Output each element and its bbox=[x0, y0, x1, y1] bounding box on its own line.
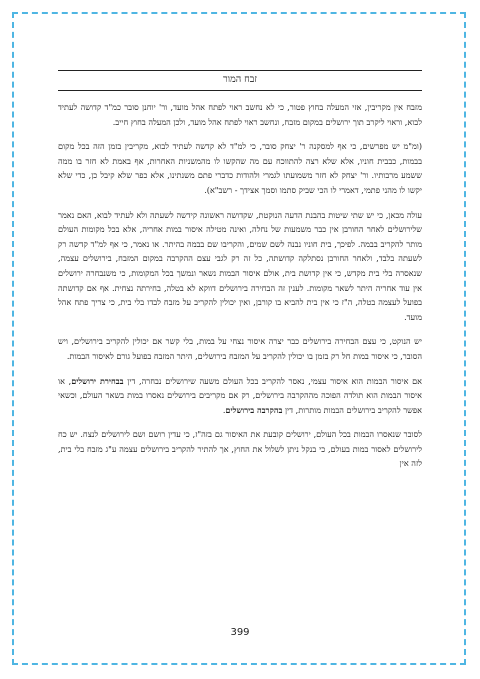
paragraph: (ומ"מ יש מפרשים, כי אף למסקנה ר' יצחק סובר, כי למ"ד לא קדשה לעתיד לבוא, מקריבין בזמן הזה בכל מקום בבמות, כבבית חוניו, אלא שלא רצה להתווכח עם מה שהקשו לו מהמשניות האחרות, אף באמת לא חזר בו ממה ששמע מרבותיו. ור' יצחק לא חזר משמועתו לגמרי ולהודות כדברי פתם משנתינו, אלא כפר שלא קיבל כן, כדי שלא יקשו לו מהני פתמי, דאמרי לו הכי שביק סתמו וסמך אצידך - רשב"א). bbox=[58, 141, 422, 195]
paragraph: לסובר שנאסרו הבמות בכל העולם, ירושלים קובעת את האיסור גם בזה"ז, כי עדין רושם ושם לירושלים לנצח. יש כח לירושלים לאסור במות בעולם, כי בנקל ניתן לשלול את החוץ, אך להתיר להקריב בירושלים עצמה ע"ג מזבח בלי בית, לזה אין bbox=[58, 429, 422, 469]
running-header-title: זבח המור bbox=[222, 74, 258, 85]
paragraph: יש הנוקט, כי עצם הבחירה בירושלים כבר יצרה איסור נצחי על במות, בלי קשר אם יכולין להקריב בירושלים, ויש הסובר, כי איסור במות חל רק בזמן בו יכולין להקריב על המזבח בירושלים, היתר המזבח בפועל גורם לאיסור הבמות. bbox=[58, 336, 422, 361]
page-number: 399 bbox=[230, 627, 250, 638]
header-rule-top bbox=[58, 70, 422, 71]
body-text bbox=[58, 100, 422, 481]
paragraph: מזבח אין מקריבין, אזי המעלה בחוץ פטור, כי לא נחשב ראוי לפתח אהל מועד, ור' יוחנן סובר כמ"ד קדושה לעתיד לבוא, וראוי ליקרב תוך ירושלים במקום מזבח, ונחשב ראוי לפתח אהל מועד, ולכן המעלה בחוץ חייב. bbox=[58, 102, 422, 127]
header-rule-bottom bbox=[58, 90, 422, 91]
document-page bbox=[58, 30, 422, 660]
paragraph: עולה מכאן, כי יש שתי שיטות בהבנת הדעה הנוקטת, שקדושה ראשונה קידשה לשעתה ולא לעתיד לבוא, האם נאמר שלירושלים לאחר החורבן אין כבר משמעות של נחלה, ואינה מטילה איסור במות אחריה, אלא בכל מקומות העולם מותר להקריב בבמה. לפיכך, בית חוניו נבנה לשם שמים, והקריבו שם בבמה בהיתר. או נאמר, כי אף למ"ד קדשה רק לשעתה בלבד, ולאחר החורבן נסתלקה קדושתה, כל זה רק לגבי עצם ההקרבה במקום המזבח, בירושלים עצמה, שנאסרה בלי בית מקדש, כי אין קדושת בית, אולם איסור הבמות נשאר ונמשך בכל המקומות, כי משנבחרה ירושלים אין עוד אחריה היתר לשאר מקומות. לענין זה הבחירה בירושלים דווקא לא בטלה, בחירתה נצחית. אף אם קדושתה בפועל לעצמה בטלה, ה"ז כי אין בית להביא בו קורבן, ואין יכולין להקריב על מזבח לבדו בלי בית, כי צריך פתח אהל מועד. bbox=[58, 209, 422, 322]
paragraph: אם איסור הבמות הוא איסור עצמי, נאסר להקריב בכל העולם משעה שירושלים נבחרה, דין בבחירת ירושלים, או איסור הבמות הוא תולדה הפוכה מההקרבה בירושלים, רק אם מקריבים בירושלים נאסרו במות בשאר העולם, וכשאי אפשר להקריב בירושלים הבמות מותרות, דין בהקרבה בירושלים. bbox=[58, 375, 423, 415]
